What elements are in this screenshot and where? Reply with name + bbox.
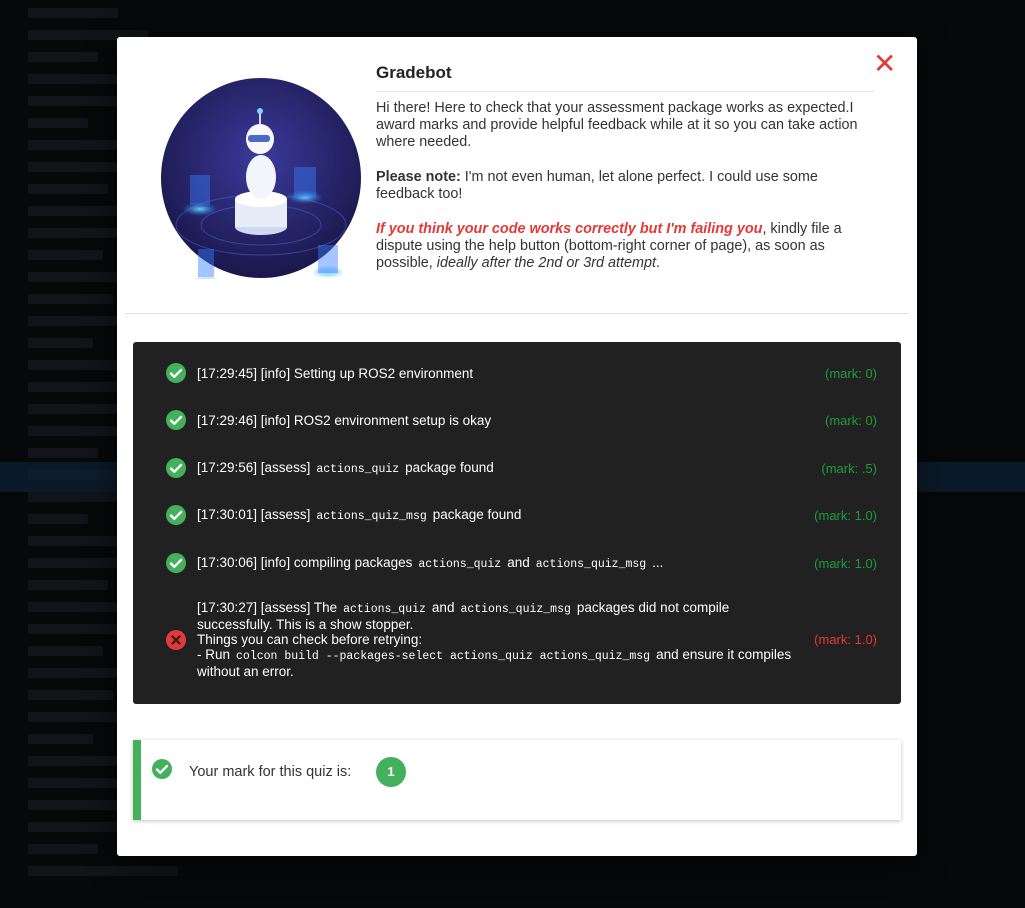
note-label: Please note:: [376, 169, 461, 185]
log-text: [17:30:06] [info] compiling packages actions_quiz and actions_quiz_msg ...: [197, 554, 664, 571]
check-circle-icon: [165, 409, 187, 431]
log-text: [17:29:56] [assess] actions_quiz package found: [197, 459, 494, 476]
log-text: [17:30:27] [assess] The actions_quiz and actions_quiz_msg packages did not compile successfully. This is a show stopper. Things you can check before retrying: - Run colcon build --packages-select actions_quiz actions_quiz_msg and ensure it compiles without an error.: [197, 600, 792, 679]
log-text: [17:29:45] [info] Setting up ROS2 environment: [197, 365, 474, 381]
robot-illustration-icon: [160, 77, 362, 279]
log-mark: (mark: 0): [825, 365, 877, 381]
result-label: Your mark for this quiz is:: [189, 764, 352, 780]
quiz-result-card: [133, 740, 901, 820]
package-name: actions_quiz: [316, 462, 400, 476]
gradebot-illustration: [160, 77, 362, 279]
grading-log: [133, 342, 901, 704]
modal-title: Gradebot: [376, 63, 874, 92]
log-row: [165, 457, 877, 479]
dispute-end: .: [655, 255, 660, 271]
log-row: [165, 504, 877, 526]
log-text: [17:30:01] [assess] actions_quiz_msg package found: [197, 506, 522, 523]
package-name: actions_quiz: [343, 603, 426, 616]
check-circle-icon: [165, 552, 187, 574]
check-circle-icon: [165, 362, 187, 384]
package-name: actions_quiz_msg: [316, 509, 427, 523]
log-row: [165, 362, 877, 384]
note-text: I'm not even human, let alone perfect. I could use some feedback too!: [376, 169, 818, 202]
intro-panel: [376, 63, 874, 290]
log-row-error: [165, 600, 877, 679]
log-row: [165, 409, 877, 431]
log-mark: (mark: 1.0): [814, 632, 877, 647]
dispute-paragraph: [376, 221, 874, 272]
score-badge: 1: [376, 757, 406, 787]
check-circle-icon: [165, 457, 187, 479]
log-row: [165, 552, 877, 574]
note-paragraph: [376, 169, 874, 203]
package-name: actions_quiz_msg: [535, 557, 647, 571]
log-mark: (mark: 1.0): [814, 507, 877, 523]
section-divider: [125, 313, 909, 314]
intro-text: Hi there! Here to check that your assessment package works as expected.I award marks and provide helpful feedback while at it so you can take action where needed.: [376, 100, 858, 150]
package-name: actions_quiz: [418, 557, 502, 571]
check-circle-icon: [151, 758, 173, 780]
log-mark: (mark: .5): [821, 460, 877, 476]
log-mark: (mark: 1.0): [814, 555, 877, 571]
gradebot-modal: [117, 37, 917, 856]
dispute-warning: If you think your code works correctly but I'm failing you: [376, 221, 763, 237]
error-circle-icon: [165, 629, 187, 651]
package-name: actions_quiz_msg: [460, 603, 571, 616]
dispute-advice: ideally after the 2nd or 3rd attempt: [436, 255, 656, 271]
check-circle-icon: [165, 504, 187, 526]
log-text: [17:29:46] [info] ROS2 environment setup is okay: [197, 412, 492, 428]
dispute-text: , kindly file a dispute using the help button (bottom-right corner of page), as soon as possible,: [376, 221, 842, 271]
build-command: colcon build --packages-select actions_quiz actions_quiz_msg: [236, 650, 651, 663]
close-icon[interactable]: ✕: [873, 48, 897, 79]
log-mark: (mark: 0): [825, 412, 877, 428]
